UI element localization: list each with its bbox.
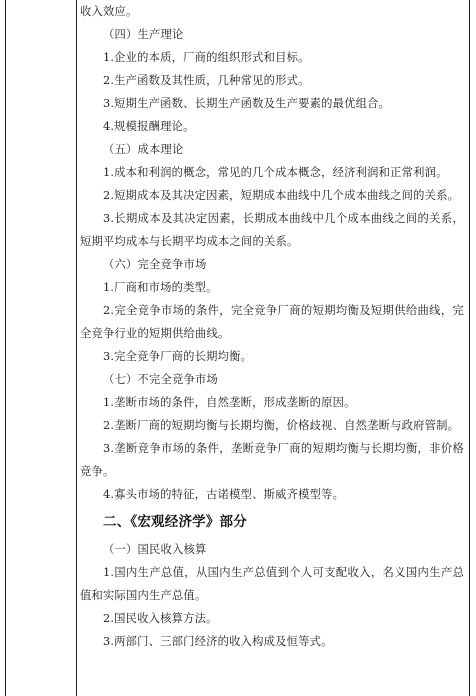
document-body [80, 0, 464, 653]
paragraph: 1.垄断市场的条件，自然垄断，形成垄断的原因。 [103, 396, 356, 409]
paragraph: 3.长期成本及其决定因素，长期成本曲线中几个成本曲线之间的关系，短期平均成本与长期平均成本之间的关系。 [80, 212, 464, 248]
paragraph: 2.国民收入核算方法。 [103, 612, 218, 625]
paragraph: 2.短期成本及其决定因素，短期成本曲线中几个成本曲线之间的关系。 [103, 189, 460, 202]
paragraph: 2.垄断厂商的短期均衡与长期均衡，价格歧视、自然垄断与政府管制。 [103, 419, 460, 432]
table-border-right [469, 0, 470, 696]
table-border-left [5, 0, 6, 696]
paragraph: 4.规模报酬理论。 [103, 120, 195, 133]
table-column-divider [76, 0, 77, 696]
paragraph: 2.生产函数及其性质，几种常见的形式。 [103, 74, 310, 87]
paragraph: 1.成本和利润的概念，常见的几个成本概念，经济利润和正常利润。 [103, 166, 448, 179]
paragraph: 1.国内生产总值，从国内生产总值到个人可支配收入，名义国内生产总值和实际国内生产总值。 [80, 566, 464, 602]
paragraph: 4.寡头市场的特征，古诺模型、斯威齐模型等。 [103, 488, 345, 501]
subheading: （七）不完全竞争市场 [103, 373, 218, 386]
subheading: （四）生产理论 [103, 28, 184, 41]
paragraph: 1.企业的本质，厂商的组织形式和目标。 [103, 51, 310, 64]
section-heading: 二、《宏观经济学》部分 [103, 514, 247, 530]
paragraph: 1.厂商和市场的类型。 [103, 281, 218, 294]
subheading: （六）完全竞争市场 [103, 258, 207, 271]
paragraph: 3.垄断竞争市场的条件，垄断竞争厂商的短期均衡与长期均衡，非价格竞争。 [80, 442, 464, 478]
paragraph: 3.完全竞争厂商的长期均衡。 [103, 350, 253, 363]
paragraph: 3.短期生产函数、长期生产函数及生产要素的最优组合。 [103, 97, 391, 110]
subheading: （五）成本理论 [103, 143, 184, 156]
paragraph: 3.两部门、三部门经济的收入构成及恒等式。 [103, 635, 333, 648]
paragraph: 2.完全竞争市场的条件，完全竞争厂商的短期均衡及短期供给曲线，完全竞争行业的短期供给曲线。 [80, 304, 464, 340]
paragraph: 收入效应。 [80, 5, 138, 18]
subheading: （一）国民收入核算 [103, 543, 207, 556]
